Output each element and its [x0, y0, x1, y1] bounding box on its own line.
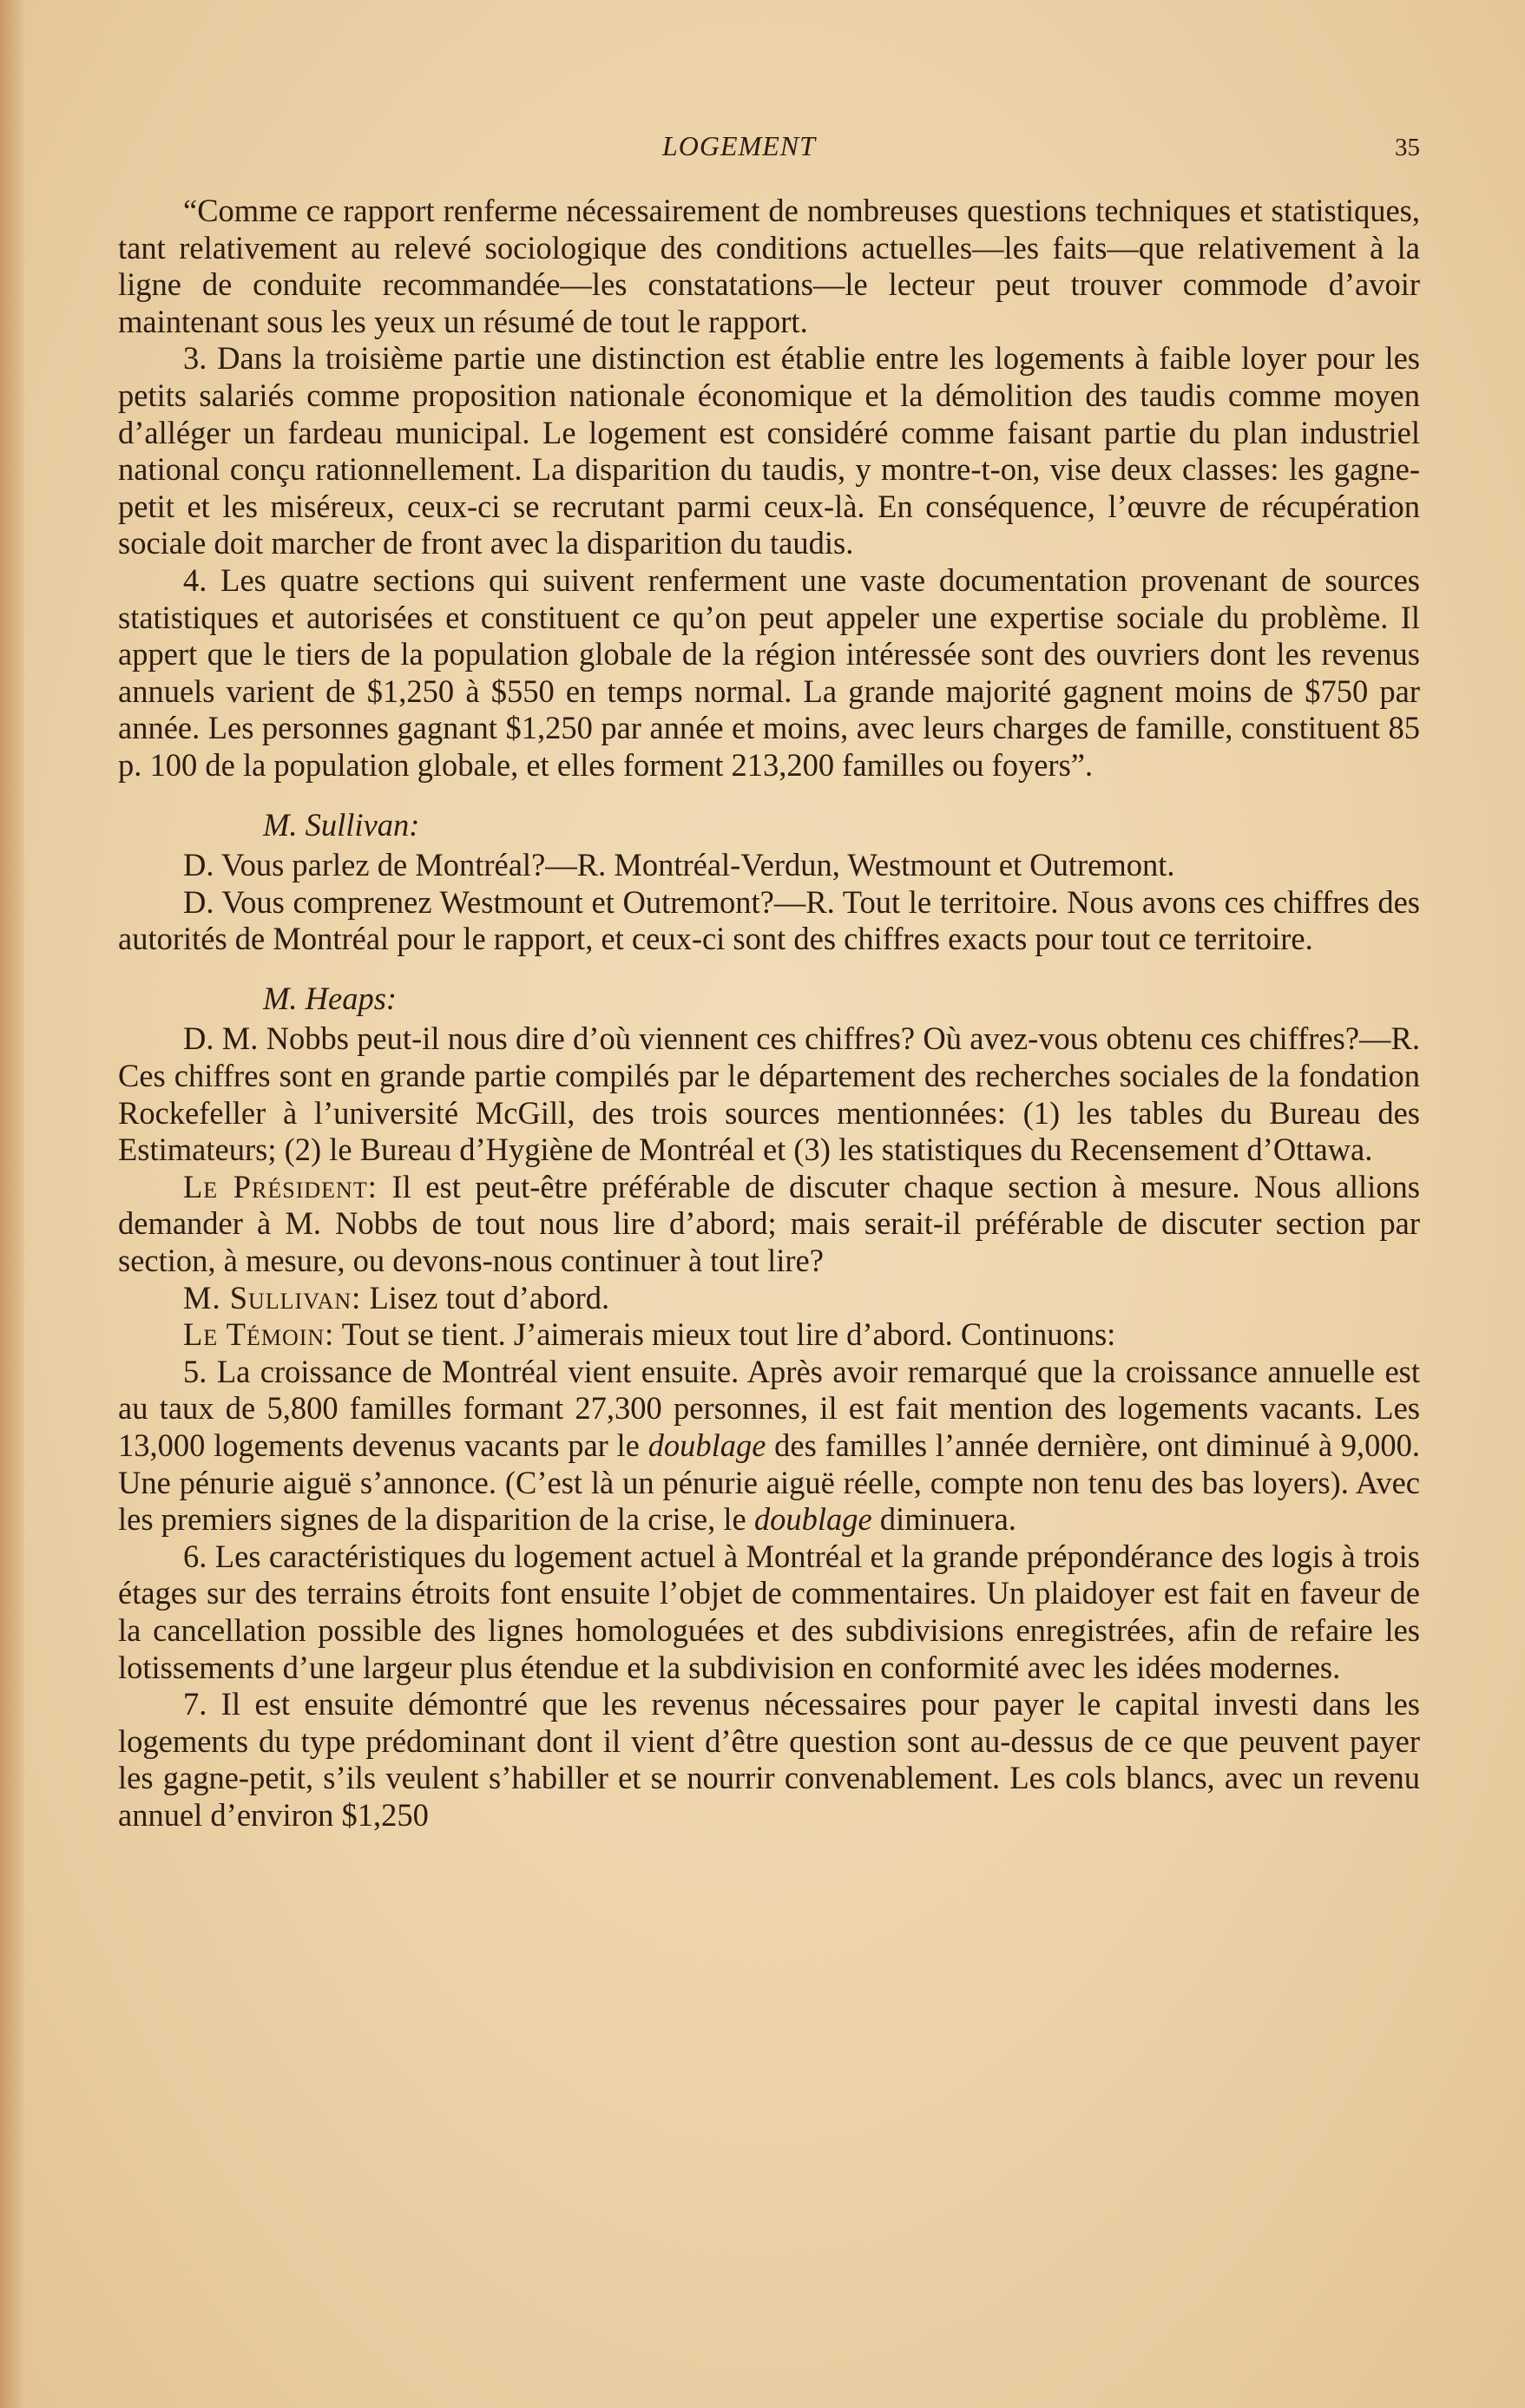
- speaker-label-sullivan: M. Sullivan:: [183, 1279, 362, 1316]
- page-header: [118, 130, 1420, 168]
- paragraph-point-7: 7. Il est ensuite démontré que les revenus nécessaires pour payer le capital investi dans les logements du type prédominant dont il vient d’être question sont au-dessus de ce que peuvent payer les gagne-petit, s’ils veulent s’habiller et se nourrir convenablement. Les cols blancs, avec un revenu annuel d’environ $1,250: [118, 1686, 1420, 1833]
- paragraph-witness: [118, 1316, 1420, 1354]
- speaker-label-witness: Le Témoin:: [183, 1316, 335, 1353]
- paragraph-point-6: 6. Les caractéristiques du logement actuel à Montréal et la grande prépondérance des logis à trois étages sur des terrains étroits font ensuite l’objet de commentaires. Un plaidoyer est fait en faveur de la cancellation possible des lignes homologuées et des subdivisions enregistrées, afin de refaire les lotissements d’une largeur plus étendue et la subdivision en conformité avec les idées modernes.: [118, 1538, 1420, 1685]
- paragraph-intro-quote: “Comme ce rapport renferme nécessairement de nombreuses questions techniques et statistiques, tant relativement au relevé sociologique des conditions actuelles—les faits—que relativement à la ligne de conduite recommandée—les constatations—le lecteur peut trouver commode d’avoir maintenant sous les yeux un résumé de tout le rapport.: [118, 193, 1420, 339]
- point-5-text-a: 5. La croissance de Montréal vient ensuite. Après avoir remarqué que la croissance annuelle est au taux de 5,800 familles formant 27,300 personnes, il est fait mention des logements vacants. Les 13,000 logements devenus vacants par le: [118, 1353, 1420, 1463]
- paragraph-president: [118, 1169, 1420, 1280]
- paragraph-point-4: 4. Les quatre sections qui suivent renferment une vaste documentation provenant de sources statistiques et autorisées et constituent ce qu’on peut appeler une expertise sociale du problème. Il appert que le tiers de la population globale de la région intéressée sont des ouvriers dont les revenus annuels varient de $1,250 à $550 en temps normal. La grande majorité gagnent moins de $750 par année. Les personnes gagnant $1,250 par année et moins, avec leurs charges de famille, constituent 85 p. 100 de la population globale, et elles forment 213,200 familles ou foyers”.: [118, 561, 1420, 783]
- point-5-italic-doublage-2: doublage: [753, 1501, 872, 1538]
- speaker-label-president: Le Président:: [183, 1168, 378, 1204]
- speaker-heading-heaps: M. Heaps:: [263, 980, 398, 1016]
- paragraph-question-montreal: D. Vous parlez de Montréal?—R. Montréal-Verdun, Westmount et Outremont.: [183, 847, 1175, 883]
- point-5-text-c: diminuera.: [879, 1501, 1016, 1538]
- paragraph-point-5: [118, 1354, 1420, 1539]
- running-title: LOGEMENT: [662, 130, 816, 161]
- witness-text: Tout se tient. J’aimerais mieux tout lire d’abord. Continuons:: [341, 1316, 1116, 1353]
- page-number: 35: [1395, 134, 1420, 161]
- paragraph-sullivan-reply: [118, 1280, 1420, 1317]
- paragraph-point-3: 3. Dans la troisième partie une distinction est établie entre les logements à faible loyer pour les petits salariés comme proposition nationale économique et la démolition des taudis comme moyen d’alléger un fardeau municipal. Le logement est considéré comme faisant partie du plan industriel national conçu rationnellement. La disparition du taudis, y montre-t-on, vise deux classes: les gagne-petit et les miséreux, ceux-ci se recrutant parmi ceux-là. En conséquence, l’œuvre de récupération sociale doit marcher de front avec la disparition du taudis.: [118, 340, 1420, 561]
- point-5-text-b: des familles l’année dernière, ont diminué à 9,000. Une pénurie aiguë s’annonce. (C’est là un pénurie aiguë réelle, compte non tenu des bas loyers). Avec les premiers signes de la disparition de la crise, le: [118, 1427, 1421, 1538]
- speaker-heading-sullivan: M. Sullivan:: [263, 806, 420, 843]
- president-text: Il est peut-être préférable de discuter chaque section à mesure. Nous allions demander à M. Nobbs de tout nous lire d’abord; mais serait-il préférable de discuter section par section, à mesure, ou devons-nous continuer à tout lire?: [118, 1168, 1421, 1279]
- page-edge-shadow: [0, 0, 24, 2408]
- paragraph-question-sources: D. M. Nobbs peut-il nous dire d’où viennent ces chiffres? Où avez-vous obtenu ces chiffres?—R. Ces chiffres sont en grande partie compilés par le département des recherches sociales de la fondation Rockefeller à l’université McGill, des trois sources mentionnées: (1) les tables du Bureau des Estimateurs; (2) le Bureau d’Hygiène de Montréal et (3) les statistiques du Recensement d’Ottawa.: [118, 1020, 1420, 1168]
- body-text: [118, 193, 1420, 1834]
- point-5-italic-doublage-1: doublage: [647, 1427, 766, 1463]
- paragraph-question-territory: D. Vous comprenez Westmount et Outremont?—R. Tout le territoire. Nous avons ces chiffres des autorités de Montréal pour le rapport, et ceux-ci sont des chiffres exacts pour tout ce territoire.: [118, 883, 1420, 957]
- sullivan-reply-text: Lisez tout d’abord.: [369, 1279, 610, 1316]
